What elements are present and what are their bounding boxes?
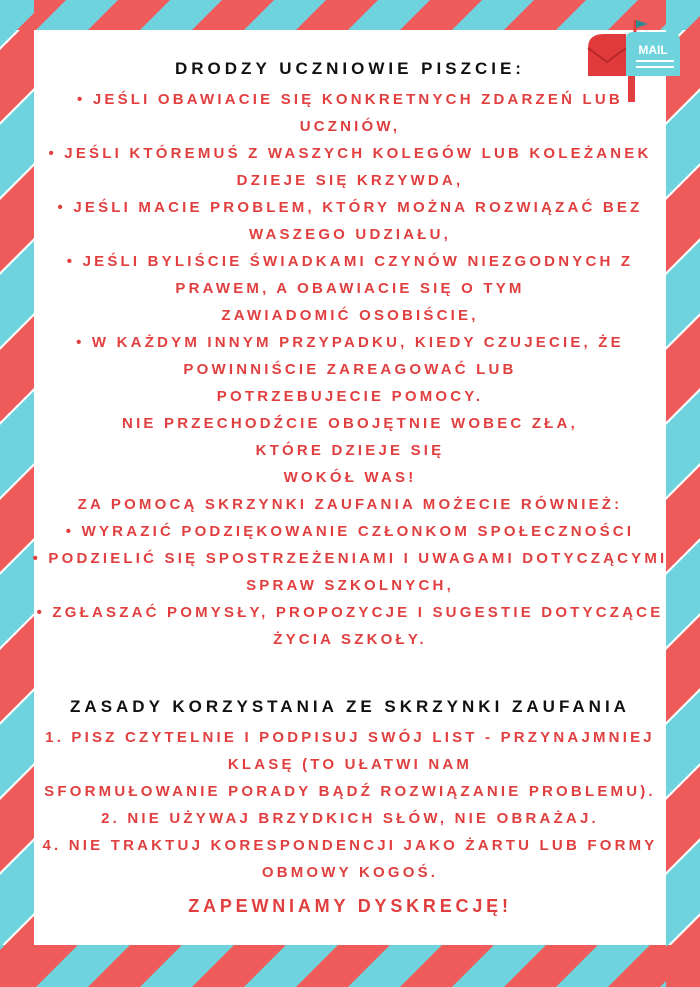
text-line: NIE PRZECHODŹCIE OBOJĘTNIE WOBEC ZŁA,	[122, 415, 578, 432]
text-line: KTÓRE DZIEJE SIĘ	[255, 442, 445, 459]
rule-line: OBMOWY KOGOŚ.	[261, 864, 439, 881]
text-line: POTRZEBUJECIE POMOCY.	[216, 388, 484, 405]
text-line: • JEŚLI BYLIŚCIE ŚWIADKAMI CZYNÓW NIEZGODNYCH Z	[66, 253, 634, 270]
text-line: SPRAW SZKOLNYCH,	[246, 577, 454, 594]
text-line: UCZNIÓW,	[299, 118, 401, 135]
text-line: ŻYCIA SZKOŁY.	[273, 631, 427, 648]
text-line: • JEŚLI MACIE PROBLEM, KTÓRY MOŻNA ROZWIĄZAĆ BEZ	[57, 199, 643, 216]
rule-line: KLASĘ (TO UŁATWI NAM	[227, 756, 473, 773]
text-line: POWINNIŚCIE ZAREAGOWAĆ LUB	[183, 361, 517, 378]
text-line: • ZGŁASZAĆ POMYSŁY, PROPOZYCJE I SUGESTIE DOTYCZĄCE	[36, 604, 664, 621]
rule-line: SFORMUŁOWANIE PORADY BĄDŹ ROZWIĄZANIE PROBLEMU).	[44, 783, 656, 800]
section2-heading: ZASADY KORZYSTANIA ZE SKRZYNKI ZAUFANIA	[70, 697, 630, 716]
text-line: • JEŚLI OBAWIACIE SIĘ KONKRETNYCH ZDARZEŃ LUB	[77, 91, 623, 108]
mailbox-label: MAIL	[638, 43, 668, 57]
rule-line: 2. NIE UŻYWAJ BRZYDKICH SŁÓW, NIE OBRAŻAJ.	[101, 810, 599, 827]
closing-statement: ZAPEWNIAMY DYSKRECJĘ!	[188, 896, 512, 916]
text-line: • W KAŻDYM INNYM PRZYPADKU, KIEDY CZUJECIE, ŻE	[76, 334, 624, 351]
text-line: • WYRAZIĆ PODZIĘKOWANIE CZŁONKOM SPOŁECZNOŚCI	[65, 523, 635, 540]
text-line: WASZEGO UDZIAŁU,	[248, 226, 452, 243]
bottom-border-stripes	[0, 945, 700, 987]
text-line: WOKÓŁ WAS!	[283, 469, 417, 486]
text-line: PRAWEM, A OBAWIACIE SIĘ O TYM	[175, 280, 525, 297]
text-line: DZIEJE SIĘ KRZYWDA,	[236, 172, 464, 189]
text-line: • JEŚLI KTÓREMUŚ Z WASZYCH KOLEGÓW LUB KOLEŻANEK	[48, 145, 652, 162]
rule-line: 1. PISZ CZYTELNIE I PODPISUJ SWÓJ LIST - PRZYNAJMNIEJ	[45, 729, 655, 746]
section1-heading: DRODZY UCZNIOWIE PISZCIE:	[175, 59, 525, 78]
text-line: ZA POMOCĄ SKRZYNKI ZAUFANIA MOŻECIE RÓWNIEŻ:	[77, 496, 623, 513]
text-line: ZAWIADOMIĆ OSOBIŚCIE,	[221, 307, 479, 324]
text-line: • PODZIELIĆ SIĘ SPOSTRZEŻENIAMI I UWAGAMI DOTYCZĄCYMI	[32, 550, 668, 567]
mailbox-icon	[586, 18, 682, 102]
rule-line: 4. NIE TRAKTUJ KORESPONDENCJI JAKO ŻARTU LUB FORMY	[42, 837, 658, 854]
